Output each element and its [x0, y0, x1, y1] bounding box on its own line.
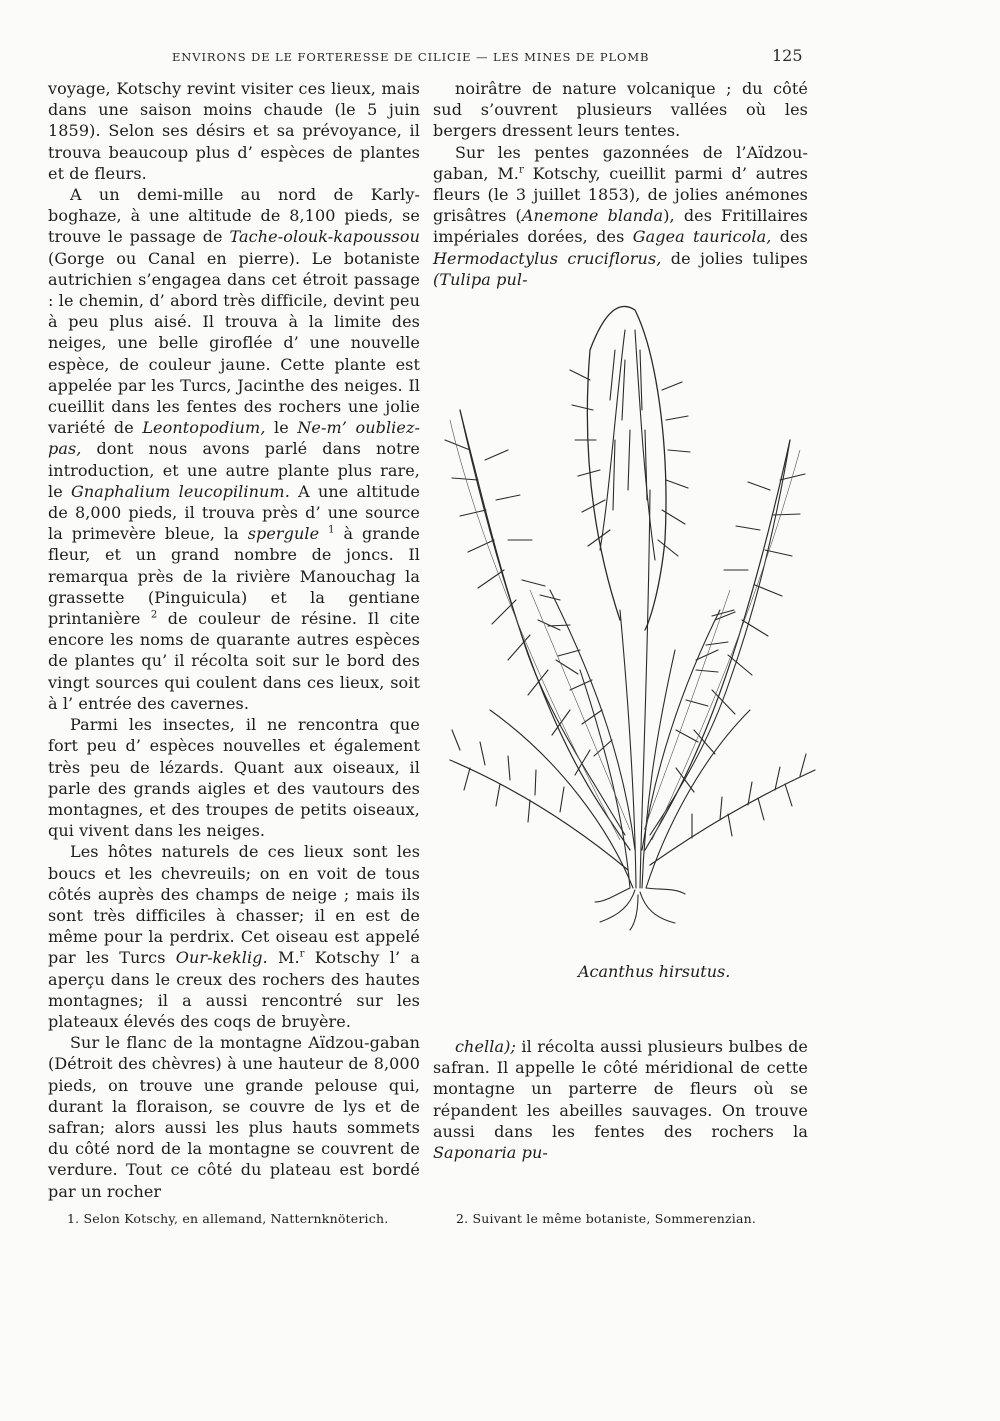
left-column — [48, 78, 420, 1202]
paragraph: Sur le flanc de la montagne Aïdzou-gaban (Détroit des chèvres) à une hauteur de 8,000 pieds, on trouve une grande pelouse qui, durant la floraison, se couvre de lys et de safran; alors aussi les plus hauts sommets du côté nord de la montagne se couvrent de verdure. Tout ce côté du plateau est bordé par un rocher — [48, 1033, 420, 1201]
paragraph: chella); il récolta aussi plusieurs bulbes de safran. Il appelle le côté méridional de cette montagne un parterre de fleurs où se répandent les abeilles sauvages. On trouve aussi dans les fentes des rochers la Saponaria pu- — [433, 1037, 808, 1163]
footnote: 1. Selon Kotschy, en allemand, Natternknöterich. — [67, 1211, 389, 1226]
right-column-top — [433, 78, 808, 290]
paragraph: noirâtre de nature volcanique ; du côté sud s’ouvrent plusieurs vallées où les bergers dressent leurs tentes. — [433, 79, 808, 141]
footnote-ref: 2 — [150, 609, 158, 621]
paragraph: voyage, Kotschy revint visiter ces lieux, mais dans une saison moins chaude (le 5 juin 1859). Selon ses désirs et sa prévoyance, il trouva beaucoup plus d’ espèces de plantes et de fleurs. — [48, 79, 420, 183]
footnote: 2. Suivant le même botaniste, Sommerenzian. — [456, 1211, 757, 1226]
paragraph: Parmi les insectes, il ne rencontra que fort peu d’ espèces nouvelles et également très peu de lézards. Quant aux oiseaux, il parle des grands aigles et des vautours des montagnes, et des troupes de petits oiseaux, qui vivent dans les neiges. — [48, 715, 420, 841]
running-header: ENVIRONS DE LE FORTERESSE DE CILICIE — LES MINES DE PLOMB — [172, 50, 650, 64]
page-number: 125 — [772, 46, 803, 65]
paragraph: Les hôtes naturels de ces lieux sont les boucs et les chevreuils; on en voit de tous côtés auprès des champs de neige ; mais ils sont très difficiles à chasser; il en est de même pour la perdrix. Cet oiseau est appelé par les Turcs Our-keklig. M.$^r$ Kotschy l’ a aperçu dans le creux des rochers des hautes montagnes; il a aussi rencontré sur les plateaux élevés des coqs de bruyère. — [48, 842, 420, 1031]
right-column-bottom — [433, 1036, 808, 1163]
plant-illustration — [430, 290, 820, 940]
acanthus-drawing — [430, 290, 820, 940]
figure-caption: Acanthus hirsutus. — [578, 962, 731, 981]
footnote-ref: 1 — [328, 524, 335, 536]
paragraph: Sur les pentes gazonnées de l’Aïdzou-gaban, M.$^r$ Kotschy, cueillit parmi d’ autres fleurs (le 3 juillet 1853), de jolies anémones grisâtres (Anemone blanda), des Fritillaires impériales dorées, des Gagea tauricola, des Hermodactylus cruciflorus, de jolies tulipes (Tulipa pul- — [433, 142, 808, 289]
paragraph: A un demi-mille au nord de Karly-boghaze, à une altitude de 8,100 pieds, se trouve le passage de Tache-olouk-kapoussou (Gorge ou Canal en pierre). Le botaniste autrichien s’engagea dans cet étroit passage : le chemin, d’ abord très difficile, devint peu à peu plus aisé. Il trouva à la limite des neiges, une belle giroflée d’ une nouvelle espèce, de couleur jaune. Cette plante est appelée par les Turcs, Jacinthe des neiges. Il cueillit dans les fentes des rochers une jolie variété de Leontopodium, le Ne-m’ oubliez-pas, dont nous avons parlé dans notre introduction, et une autre plante plus rare, le Gnaphalium leucopilinum. A une altitude de 8,000 pieds, il trouva près d’ une source la primevère bleue, la spergule $^1$ à grande fleur, et un grand nombre de joncs. Il remarqua près de la rivière Manouchag la grassette (Pinguicula) et la gentiane printanière $^2$ de couleur de résine. Il cite encore les noms de quarante autres espèces de plantes qu’ il récolta soit sur le bord des vingt sources qui coulent dans ces lieux, soit à l’ entrée des cavernes. — [48, 185, 421, 713]
